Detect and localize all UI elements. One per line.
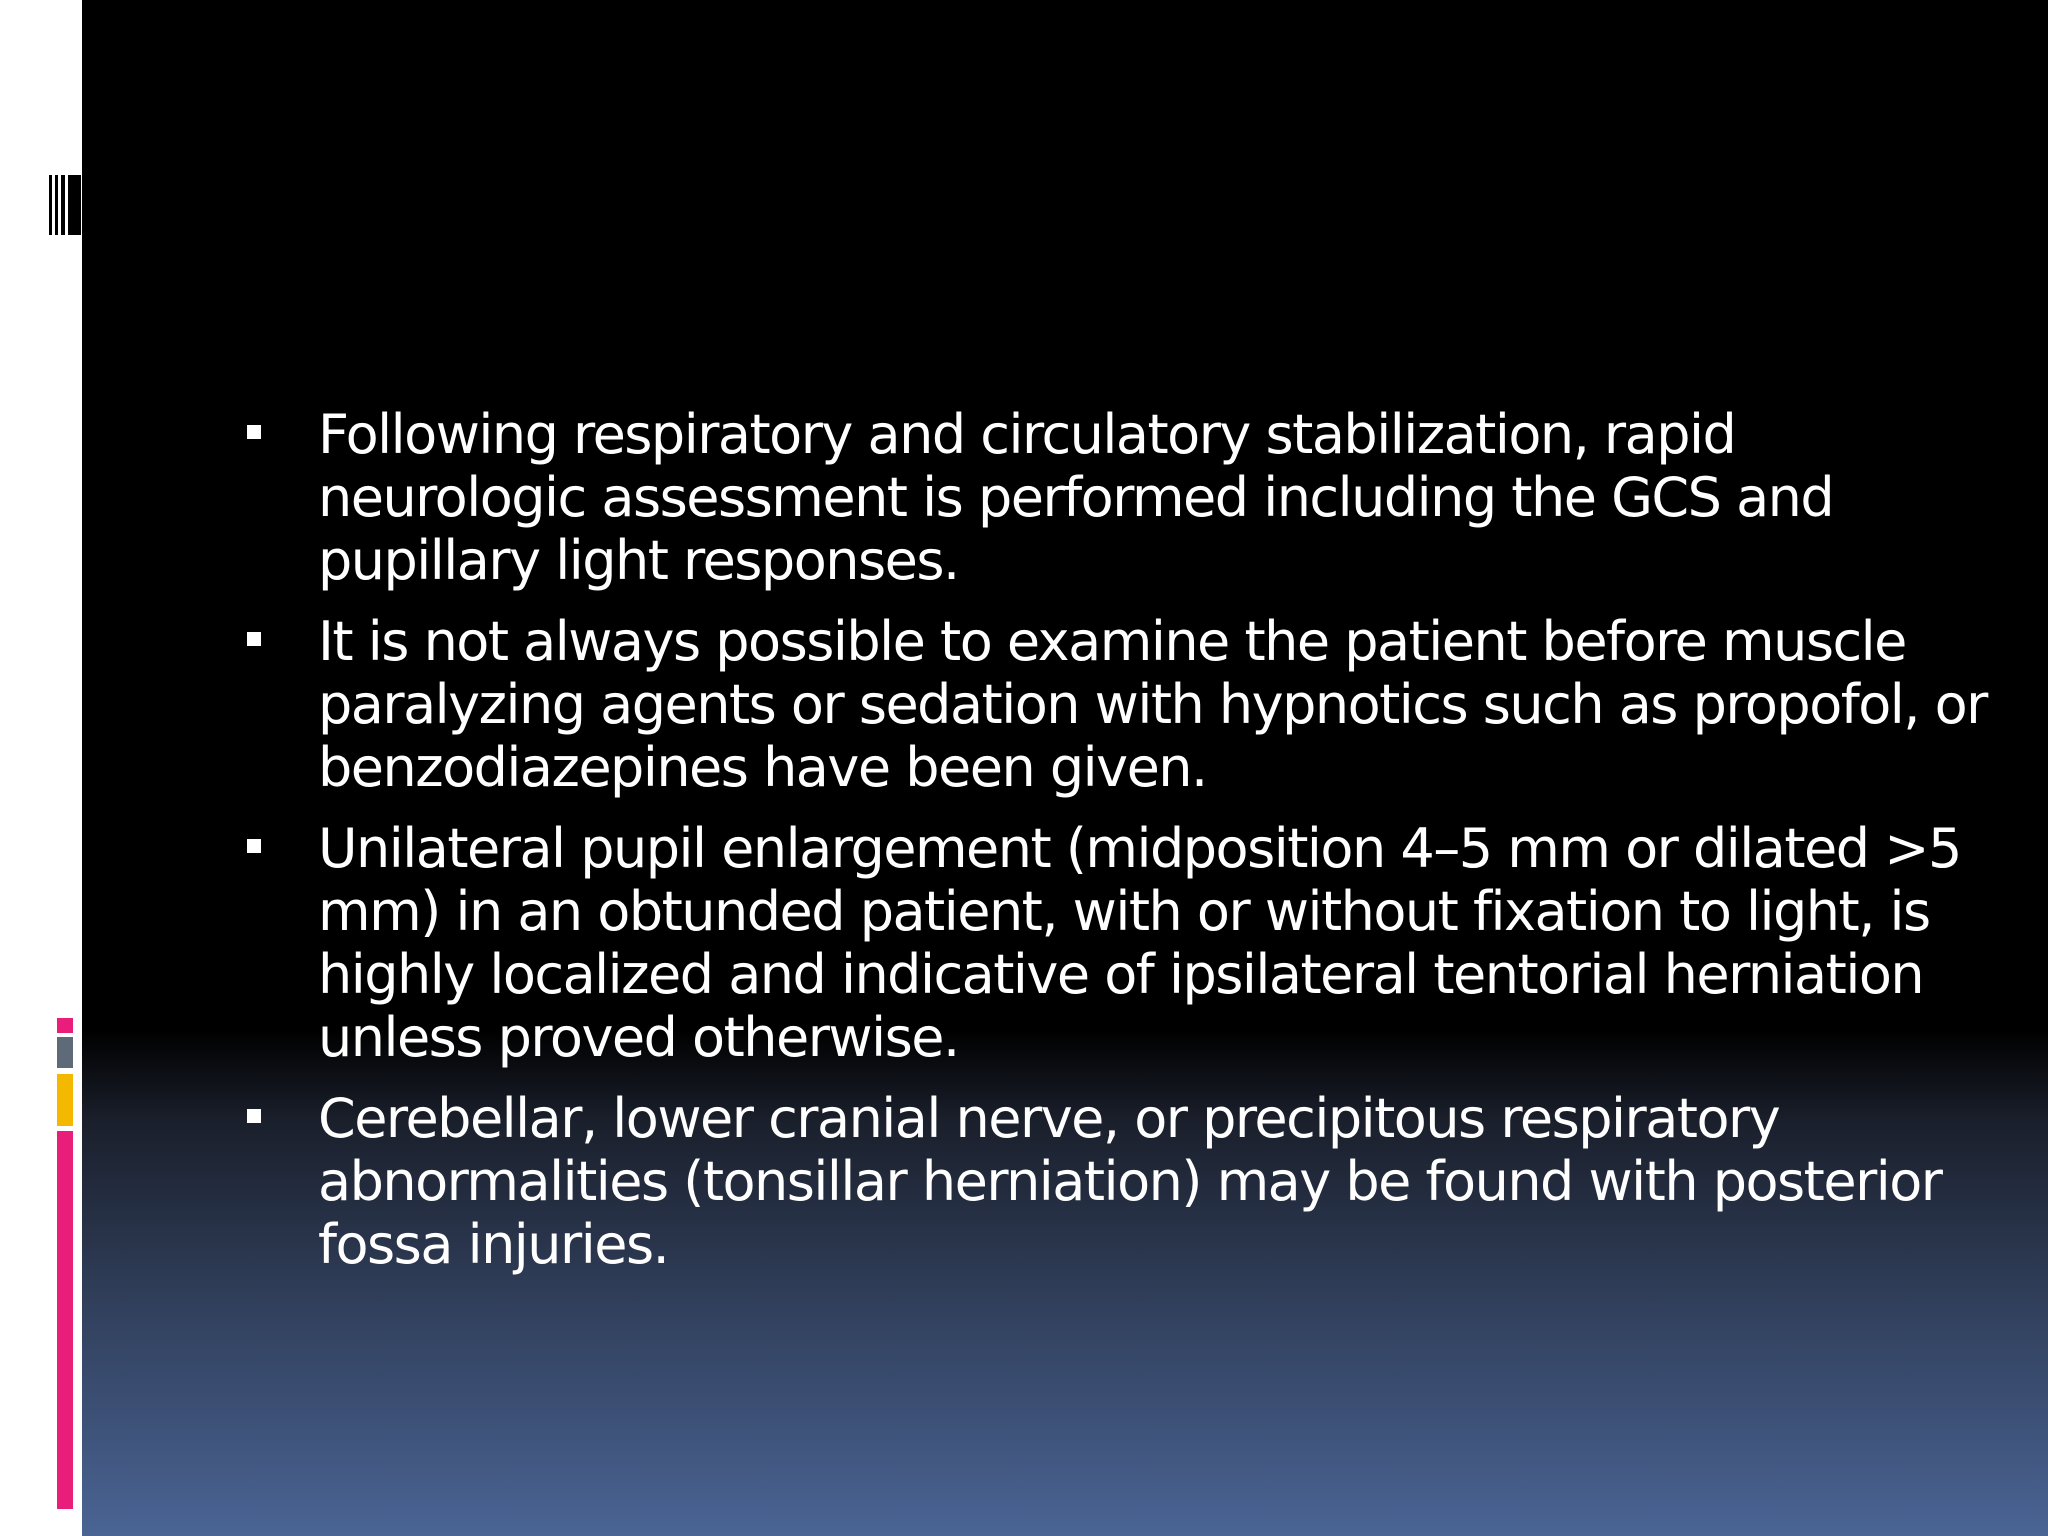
bullet-item bbox=[82, 403, 2048, 592]
slide-content bbox=[82, 0, 2048, 1536]
stripe-line bbox=[61, 175, 65, 235]
bullet-text: Unilateral pupil enlargement (midposition 4–5 mm or dilated >5 mm) in an obtunded patient, with or without fixation to light, is highly localized and indicative of ipsilateral tentorial herniation unless proved otherwise. bbox=[318, 817, 1961, 1069]
accent-bar-gray bbox=[57, 1037, 73, 1068]
bullet-text: Following respiratory and circulatory stabilization, rapid neurologic assessment is performed including the GCS and pupillary light responses. bbox=[318, 403, 1834, 592]
bullet-item bbox=[82, 817, 2048, 1069]
square-bullet-icon bbox=[247, 1109, 261, 1123]
stripe-line bbox=[68, 175, 81, 235]
stripe-decoration bbox=[49, 175, 81, 235]
stripe-line bbox=[49, 175, 52, 235]
stripe-line bbox=[55, 175, 58, 235]
bullet-item bbox=[82, 1087, 2048, 1276]
square-bullet-icon bbox=[247, 425, 261, 439]
square-bullet-icon bbox=[247, 632, 261, 646]
square-bullet-icon bbox=[247, 839, 261, 853]
accent-bar-pink-top bbox=[57, 1018, 73, 1033]
bullet-text: Cerebellar, lower cranial nerve, or precipitous respiratory abnormalities (tonsillar herniation) may be found with posterior fossa injuries. bbox=[318, 1087, 1942, 1276]
accent-bar-yellow bbox=[57, 1074, 73, 1126]
left-decorative-strip bbox=[0, 0, 82, 1536]
bullet-item bbox=[82, 610, 2048, 799]
bullet-text: It is not always possible to examine the patient before muscle paralyzing agents or sedation with hypnotics such as propofol, or benzodiazepines have been given. bbox=[318, 610, 1987, 799]
bullet-list bbox=[82, 403, 2048, 1294]
accent-bar-pink bbox=[57, 1131, 73, 1509]
